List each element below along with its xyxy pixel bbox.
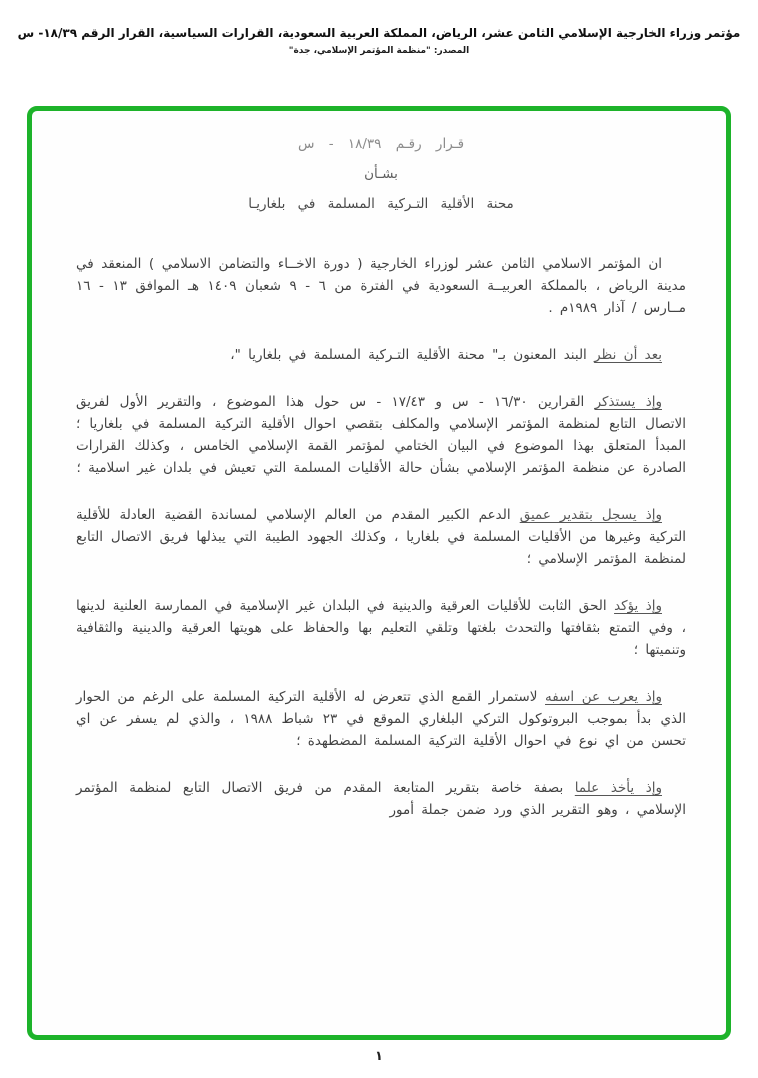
- doc-paragraph: وإذ يؤكد الحق الثابت للأقليات العرقية والدينية في البلدان غير الإسلامية في الممارسة العلنية لدينها ، وفي التمتع بثقافتها والتحدث بلغتها وتلقي التعليم بها والحفاظ على هويتها العرقية والدينية والثقافية وتنميتها ؛: [76, 598, 686, 658]
- document-body: [32, 111, 726, 821]
- header-source: المصدر: "منظمة المؤتمر الإسلامي، جدة": [288, 46, 470, 56]
- header-title: مؤتمر وزراء الخارجية الإسلامي الثامن عشر، الرياض، المملكة العربية السعودية، القرارات السياسية، القرار الرقم ١٨/٣٩- س: [17, 26, 741, 40]
- doc-paragraph: وإذ يأخذ علما بصفة خاصة بتقرير المتابعة المقدم من فريق الاتصال التابع لمنظمة المؤتمر الإسلامي ، وهو التقرير الذي ورد ضمن جملة أمور: [76, 780, 686, 818]
- doc-paragraph: وإذ يسجل بتقدير عميق الدعم الكبير المقدم من العالم الإسلامي لمساندة القضية العادلة للأقلية التركية وغيرها من الأقليات المسلمة في بلغاريا ، وكذلك الجهود الطيبة التي يبذلها فريق الاتصال التابع لمنظمة المؤتمر الإسلامي ؛: [76, 507, 686, 567]
- paragraph-lead: بعد أن نظر: [594, 347, 662, 363]
- document-header: [0, 0, 758, 56]
- doc-paragraph: بعد أن نظر البند المعنون بـ" محنة الأقلية التـركية المسلمة في بلغاريا "،: [230, 347, 662, 363]
- doc-paragraph: ان المؤتمر الاسلامي الثامن عشر لوزراء الخارجية ( دورة الاخــاء والتضامن الاسلامي ) المنعقد في مدينة الرياض ، بالمملكة العربيــة السعودية في الفترة من ٦ - ٩ شعبان ١٤٠٩ هـ الموافق ١٣ - ١٦ مــارس / آذار ١٩٨٩م .: [76, 256, 686, 316]
- doc-paragraph: وإذ يستذكر القرارين ١٦/٣٠ - س و ١٧/٤٣ - س حول هذا الموضوع ، والتقرير الأول لفريق الاتصال التابع لمنظمة المؤتمر الإسلامي والمكلف بتقصي احوال الأقلية التركية المسلمة في بلغاريا ؛ المبدأ المتعلق بهذا الموضوع في البيان الختامي لمؤتمر القمة الإسلامي الخامس ، وكذلك القرارات الصادرة عن منظمة المؤتمر الإسلامي بشأن حالة الأقليات المسلمة التي تعيش في بلدان غير اسلامية ؛: [76, 394, 686, 476]
- doc-heading-line: قـرار رقـم ١٨/٣٩ - س: [297, 136, 465, 152]
- paragraph-lead: وإذ يؤكد: [614, 598, 662, 614]
- paragraph-lead: وإذ يستذكر: [594, 394, 662, 410]
- paragraph-lead: وإذ يأخذ علما: [574, 780, 662, 796]
- paragraph-lead: وإذ يسجل بتقدير عميق: [519, 507, 662, 523]
- green-frame: [27, 106, 731, 1040]
- page-number: ١: [375, 1049, 383, 1064]
- paragraph-lead: وإذ يعرب عن اسفه: [545, 689, 662, 705]
- doc-heading-line: محنة الأقلية التـركية المسلمة في بلغاريـا: [248, 196, 514, 212]
- doc-paragraph: وإذ يعرب عن اسفه لاستمرار القمع الذي تتعرض له الأقلية التركية المسلمة على الرغم من الحوار الذي بدأ بموجب البروتوكول التركي البلغاري الموقع في ٢٣ شباط ١٩٨٨ ، والذي لم يسفر عن اي تحسن من اي نوع في احوال الأقلية التركية المسلمة المضطهدة ؛: [76, 689, 686, 749]
- doc-heading-line: بشـأن: [364, 166, 398, 182]
- doc-heading-block: [76, 133, 686, 215]
